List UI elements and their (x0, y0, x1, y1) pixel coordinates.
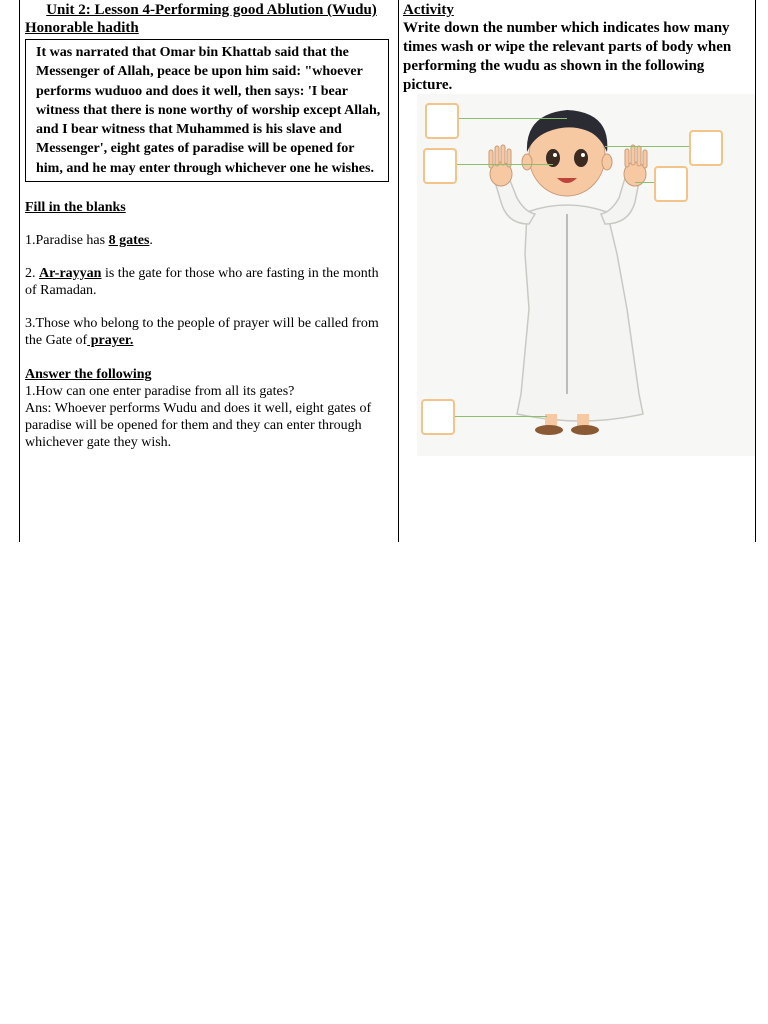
wudu-figure (417, 94, 755, 456)
blank-question-3 (25, 315, 392, 349)
q3-prefix: 3.Those who belong to the people of prayer will be called from the Gate of (25, 316, 379, 349)
q2-answer: Ar-rayyan (39, 266, 102, 282)
leader-line-feet (453, 416, 547, 417)
answer-box-head[interactable] (425, 103, 459, 139)
question-answer-1 (25, 383, 392, 451)
leader-line-ear (605, 146, 689, 147)
a1-answer: Ans: Whoever performs Wudu and does it well, eight gates of paradise will be opened for them and they can enter through whichever gate they wish. (25, 401, 372, 451)
q2-prefix: 2. (25, 266, 39, 282)
column-divider (398, 0, 399, 542)
activity-heading: Activity (403, 2, 454, 18)
blank-question-1 (25, 232, 392, 249)
q2-suffix: is the gate for those who are fasting in the month of Ramadan. (25, 266, 379, 299)
answer-box-face[interactable] (423, 148, 457, 184)
a1-question: 1.How can one enter paradise from all its gates? (25, 384, 295, 400)
answer-box-ear[interactable] (689, 130, 723, 166)
lesson-title: Unit 2: Lesson 4-Performing good Ablution (Wudu) (46, 2, 377, 18)
answer-box-hand[interactable] (654, 166, 688, 202)
hadith-heading: Honorable hadith (25, 20, 139, 36)
q1-suffix: . (149, 233, 153, 249)
leader-line-face (457, 164, 553, 165)
hadith-box: It was narrated that Omar bin Khattab said that the Messenger of Allah, peace be upon him said: "whoever performs wuduoo and does it well, then says: 'I bear witness that there is none worthy of worship except Allah, and I bear witness that Muhammed is his slave and Messenger', eight gates of paradise will be opened for him, and he may enter through whichever one he wishes. (25, 39, 389, 182)
blank-question-2 (25, 265, 392, 299)
fill-blanks-heading: Fill in the blanks (25, 200, 126, 216)
answer-box-feet[interactable] (421, 399, 455, 435)
worksheet (19, 0, 756, 542)
left-column (25, 1, 392, 451)
right-column (403, 1, 753, 95)
q1-answer: 8 gates (108, 233, 150, 249)
answer-following-heading: Answer the following (25, 367, 152, 383)
q1-prefix: 1.Paradise has (25, 233, 109, 249)
q3-answer: prayer. (87, 333, 134, 349)
leader-line-head (457, 118, 567, 119)
activity-instructions: Write down the number which indicates how many times wash or wipe the relevant parts of body when performing the wudu as shown in the following picture. (403, 20, 732, 93)
